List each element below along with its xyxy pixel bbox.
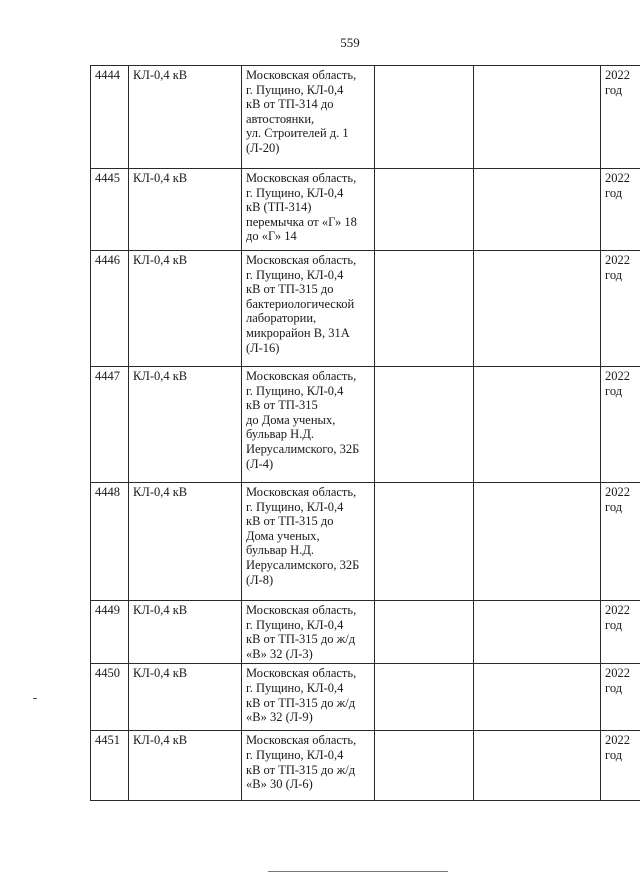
year-cell xyxy=(601,169,640,251)
location-line: микрорайон В, 31А xyxy=(246,325,350,340)
year-cell xyxy=(601,664,640,731)
location-line: г. Пущино, КЛ-0,4 xyxy=(246,747,344,762)
year-unit: год xyxy=(605,499,623,514)
year-unit: год xyxy=(605,747,623,762)
row-number-cell: 4447 xyxy=(91,367,129,483)
year-value: 2022 xyxy=(605,485,630,499)
location-line: кВ от ТП-315 xyxy=(246,398,318,413)
row-number-cell: 4446 xyxy=(91,251,129,367)
location-cell xyxy=(242,66,375,169)
year-cell xyxy=(601,66,640,169)
location-line: Иерусалимского, 32Б xyxy=(246,441,360,456)
empty-cell xyxy=(474,483,601,601)
year-cell xyxy=(601,731,640,801)
location-line: Московская область, xyxy=(246,603,357,617)
object-type-cell: КЛ-0,4 кВ xyxy=(129,66,242,169)
location-line: г. Пущино, КЛ-0,4 xyxy=(246,680,344,695)
empty-cell xyxy=(375,367,474,483)
location-line: (Л-4) xyxy=(246,456,274,471)
location-line: Московская область, xyxy=(246,666,357,681)
year-value: 2022 xyxy=(605,733,630,748)
location-line: Дома ученых, xyxy=(246,528,320,543)
year-value: 2022 xyxy=(605,171,630,185)
object-type-cell: КЛ-0,4 кВ xyxy=(129,367,242,483)
year-cell xyxy=(601,601,640,664)
object-type-cell: КЛ-0,4 кВ xyxy=(129,664,242,731)
location-line: до Дома ученых, xyxy=(246,412,336,427)
empty-cell xyxy=(375,601,474,664)
location-line: до «Г» 14 xyxy=(246,229,297,244)
location-line: г. Пущино, КЛ-0,4 xyxy=(246,383,344,398)
table-row xyxy=(91,664,640,731)
location-line: бактериологической xyxy=(246,296,355,311)
location-line: ул. Строителей д. 1 xyxy=(246,126,349,141)
year-cell xyxy=(601,251,640,367)
location-line: Московская область, xyxy=(246,369,357,383)
location-line: кВ от ТП-314 до xyxy=(246,97,334,112)
location-cell xyxy=(242,731,375,801)
location-line: (Л-16) xyxy=(246,340,280,355)
location-line: Московская область, xyxy=(246,171,357,185)
year-value: 2022 xyxy=(605,68,630,82)
empty-cell xyxy=(474,66,601,169)
empty-cell xyxy=(375,731,474,801)
location-cell xyxy=(242,483,375,601)
empty-cell xyxy=(375,664,474,731)
location-line: Московская область, xyxy=(246,733,357,748)
year-unit: год xyxy=(605,185,623,200)
row-number-cell: 4448 xyxy=(91,483,129,601)
location-line: кВ от ТП-315 до xyxy=(246,282,334,297)
location-line: кВ от ТП-315 до xyxy=(246,514,334,529)
object-type-cell: КЛ-0,4 кВ xyxy=(129,169,242,251)
row-number-cell: 4445 xyxy=(91,169,129,251)
location-cell xyxy=(242,601,375,664)
scan-artifact-line xyxy=(268,871,448,872)
empty-cell xyxy=(375,251,474,367)
table-row xyxy=(91,483,640,601)
location-line: Московская область, xyxy=(246,485,357,499)
location-line: Московская область, xyxy=(246,253,357,267)
location-cell xyxy=(242,169,375,251)
location-cell xyxy=(242,251,375,367)
table-row xyxy=(91,731,640,801)
location-line: кВ (ТП-314) xyxy=(246,200,312,215)
location-line: (Л-20) xyxy=(246,140,280,155)
year-value: 2022 xyxy=(605,603,630,617)
location-line: Иерусалимского, 32Б xyxy=(246,557,360,572)
empty-cell xyxy=(375,66,474,169)
empty-cell xyxy=(474,601,601,664)
object-type-cell: КЛ-0,4 кВ xyxy=(129,483,242,601)
registry-table xyxy=(90,65,640,801)
location-line: «В» 32 (Л-3) xyxy=(246,646,313,661)
table-row xyxy=(91,601,640,664)
row-number-cell: 4449 xyxy=(91,601,129,664)
year-unit: год xyxy=(605,617,623,632)
year-value: 2022 xyxy=(605,253,630,267)
object-type-cell: КЛ-0,4 кВ xyxy=(129,251,242,367)
empty-cell xyxy=(474,367,601,483)
location-line: лаборатории, xyxy=(246,311,317,326)
location-line: бульвар Н.Д. xyxy=(246,427,314,442)
year-cell xyxy=(601,367,640,483)
location-line: (Л-8) xyxy=(246,572,274,587)
table-row xyxy=(91,169,640,251)
year-unit: год xyxy=(605,82,623,97)
object-type-cell: КЛ-0,4 кВ xyxy=(129,731,242,801)
empty-cell xyxy=(474,251,601,367)
year-value: 2022 xyxy=(605,666,630,681)
scan-artifact-mark xyxy=(33,698,37,699)
empty-cell xyxy=(474,731,601,801)
location-line: г. Пущино, КЛ-0,4 xyxy=(246,267,344,282)
table-row xyxy=(91,251,640,367)
year-unit: год xyxy=(605,383,623,398)
location-line: «В» 32 (Л-9) xyxy=(246,710,313,725)
location-line: перемычка от «Г» 18 xyxy=(246,214,357,229)
location-line: кВ от ТП-315 до ж/д xyxy=(246,632,356,647)
row-number-cell: 4444 xyxy=(91,66,129,169)
empty-cell xyxy=(375,169,474,251)
table-row xyxy=(91,66,640,169)
location-line: Московская область, xyxy=(246,68,357,82)
location-line: кВ от ТП-315 до ж/д xyxy=(246,695,356,710)
location-line: бульвар Н.Д. xyxy=(246,543,314,558)
empty-cell xyxy=(375,483,474,601)
location-line: г. Пущино, КЛ-0,4 xyxy=(246,499,344,514)
empty-cell xyxy=(474,664,601,731)
row-number-cell: 4451 xyxy=(91,731,129,801)
location-line: «В» 30 (Л-6) xyxy=(246,777,313,792)
location-line: г. Пущино, КЛ-0,4 xyxy=(246,617,344,632)
location-line: автостоянки, xyxy=(246,111,315,126)
location-line: г. Пущино, КЛ-0,4 xyxy=(246,185,344,200)
empty-cell xyxy=(474,169,601,251)
year-value: 2022 xyxy=(605,369,630,383)
year-unit: год xyxy=(605,267,623,282)
object-type-cell: КЛ-0,4 кВ xyxy=(129,601,242,664)
location-line: г. Пущино, КЛ-0,4 xyxy=(246,82,344,97)
table-row xyxy=(91,367,640,483)
year-cell xyxy=(601,483,640,601)
location-line: кВ от ТП-315 до ж/д xyxy=(246,762,356,777)
page-number: 559 xyxy=(340,35,360,50)
location-cell xyxy=(242,664,375,731)
location-cell xyxy=(242,367,375,483)
row-number-cell: 4450 xyxy=(91,664,129,731)
year-unit: год xyxy=(605,680,623,695)
